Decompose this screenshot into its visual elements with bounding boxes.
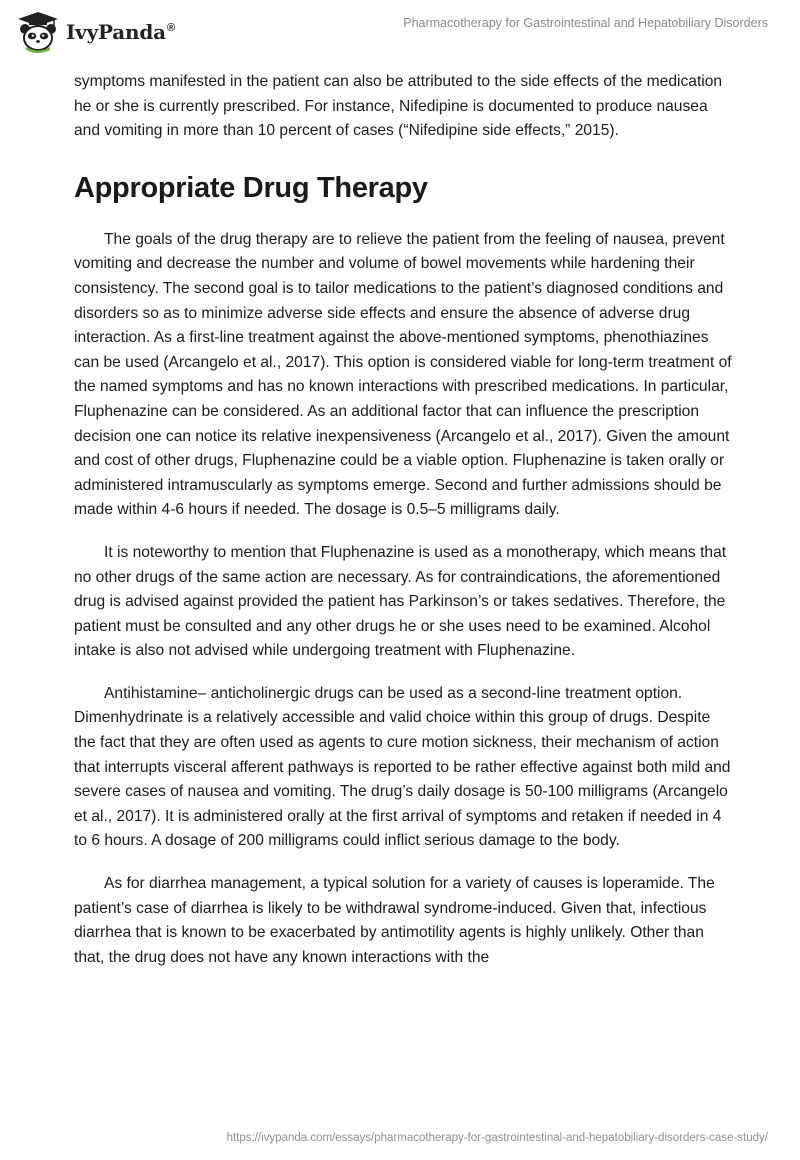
section-heading: Appropriate Drug Therapy <box>74 171 428 204</box>
panda-graduate-icon <box>16 10 60 54</box>
source-url[interactable]: https://ivypanda.com/essays/pharmacotherapy-for-gastrointestinal-and-hepatobiliary-disorders-case-study/ <box>226 1132 768 1144</box>
body-paragraph: As for diarrhea management, a typical solution for a variety of causes is loperamide. The patient’s case of diarrhea is likely to be withdrawal syndrome-induced. Given that, infectious diarrhea that is known to be exacerbated by antimotility agents is highly unlikely. Other than that, the drug does not have any known interactions with the <box>74 875 715 966</box>
document-title: Pharmacotherapy for Gastrointestinal and Hepatobiliary Disorders <box>403 16 768 30</box>
brand-name: IvyPanda® <box>66 20 175 44</box>
page-header <box>0 0 800 60</box>
brand-logo[interactable] <box>16 10 175 54</box>
registered-mark: ® <box>166 22 175 35</box>
intro-paragraph: symptoms manifested in the patient can also be attributed to the side effects of the medication he or she is currently prescribed. For instance, Nifedipine is documented to produce nausea and vomiting in more than 10 percent of cases (“Nifedipine side effects,” 2015). <box>74 73 723 140</box>
essay-content <box>74 70 734 970</box>
body-paragraph: Antihistamine– anticholinergic drugs can be used as a second-line treatment option. Dimenhydrinate is a relatively accessible and valid choice within this group of drugs. Despite the fact that they are often used as agents to cure motion sickness, their mechanism of action that interrupts visceral afferent pathways is reported to be rather effective against both mild and severe cases of nausea and vomiting. The drug’s daily dosage is 50-100 milligrams (Arcangelo et al., 2017). It is administered orally at the first arrival of symptoms and retaken if needed in 4 to 6 hours. A dosage of 200 milligrams could inflict serious damage to the body. <box>74 684 731 850</box>
body-paragraph: It is noteworthy to mention that Fluphenazine is used as a monotherapy, which means that no other drugs of the same action are necessary. As for contraindications, the aforementioned drug is advised against provided the patient has Parkinson’s or takes sedatives. Therefore, the patient must be consulted and any other drugs he or she uses need to be examined. Alcohol intake is also not advised while undergoing treatment with Fluphenazine. <box>74 543 727 660</box>
body-paragraph: The goals of the drug therapy are to relieve the patient from the feeling of nausea, prevent vomiting and decrease the number and volume of bowel movements while hardening their consistency. The second goal is to tailor medications to the patient’s diagnosed conditions and disorders so as to minimize adverse side effects and ensure the absence of adverse drug interaction. As a first-line treatment against the above-mentioned symptoms, phenothiazines can be used (Arcangelo et al., 2017). This option is considered viable for long-term treatment of the named symptoms and has no known interactions with prescribed medications. In particular, Fluphenazine can be considered. As an additional factor that can influence the prescription decision one can notice its relative inexpensiveness (Arcangelo et al., 2017). Given the amount and cost of other drugs, Fluphenazine could be a viable option. Fluphenazine is taken orally or administered intramuscularly as symptoms emerge. Second and further admissions should be made within 4-6 hours if needed. The dosage is 0.5–5 milligrams daily. <box>74 230 732 519</box>
